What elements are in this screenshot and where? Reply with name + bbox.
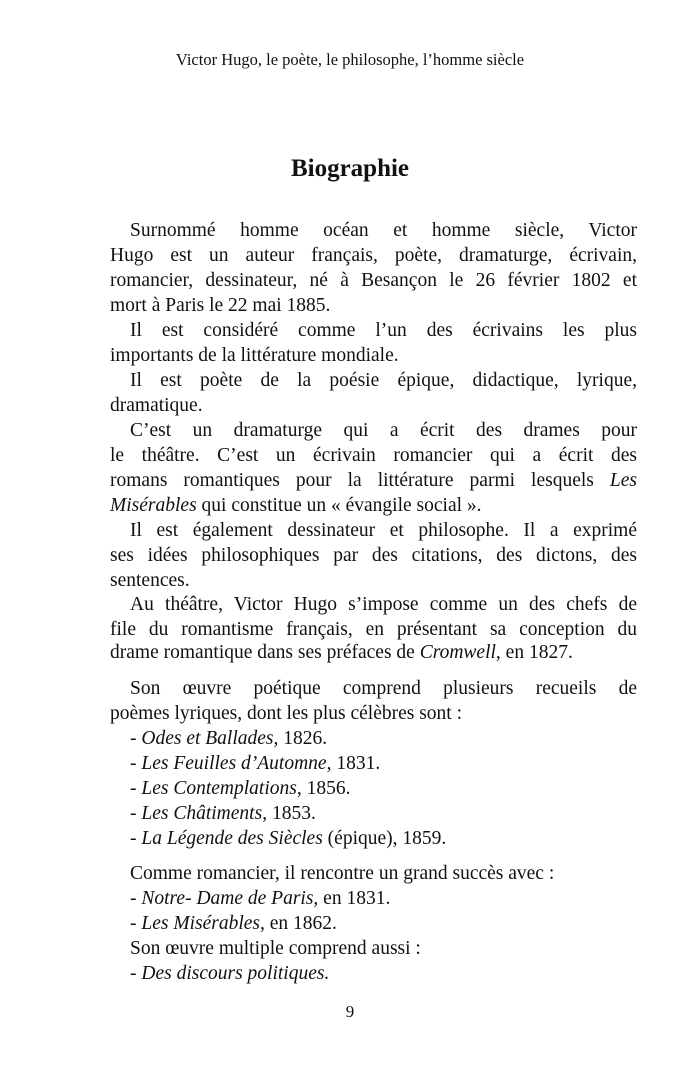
list-item: - Les Contemplations, 1856.: [130, 778, 351, 799]
text-line: romans romantiques pour la littérature parmi lesquels Les: [110, 470, 637, 491]
list-item: - Odes et Ballades, 1826.: [130, 728, 328, 749]
text-line: file du romantisme français, en présentant sa conception du: [110, 619, 637, 640]
text-line: C’est un dramaturge qui a écrit des drames pour: [130, 420, 637, 441]
text-line: Au théâtre, Victor Hugo s’impose comme un des chefs de: [130, 594, 637, 615]
book-title: Les: [609, 470, 637, 491]
text-line: poèmes lyriques, dont les plus célèbres sont :: [110, 703, 463, 724]
list-item: - Les Misérables, en 1862.: [130, 913, 337, 934]
text-line: le théâtre. C’est un écrivain romancier qui a écrit des: [110, 445, 637, 466]
book-title: Misérables: [110, 495, 197, 516]
text-line: Hugo est un auteur français, poète, dramaturge, écrivain,: [110, 245, 637, 266]
page-number: 9: [345, 1002, 355, 1021]
list-item: - Les Châtiments, 1853.: [130, 803, 316, 824]
text-line: sentences.: [110, 570, 190, 591]
text-line: importants de la littérature mondiale.: [110, 345, 399, 366]
text-line: Il est considéré comme l’un des écrivains les plus: [130, 320, 637, 341]
list-item: - Les Feuilles d’Automne, 1831.: [130, 753, 381, 774]
text-line: Misérables qui constitue un « évangile social ».: [110, 495, 482, 516]
text-line: Surnommé homme océan et homme siècle, Victor: [130, 220, 637, 241]
text-line: mort à Paris le 22 mai 1885.: [110, 295, 331, 316]
list-item: - La Légende des Siècles (épique), 1859.: [130, 828, 447, 849]
text-line: dramatique.: [110, 395, 203, 416]
text-line: Son œuvre multiple comprend aussi :: [130, 938, 421, 959]
text-line: Il est également dessinateur et philosophe. Il a exprimé: [130, 520, 637, 541]
text-line: Comme romancier, il rencontre un grand succès avec :: [130, 863, 555, 884]
text-line: Il est poète de la poésie épique, didactique, lyrique,: [130, 370, 637, 391]
list-item: - Notre- Dame de Paris, en 1831.: [130, 888, 391, 909]
text-line: drame romantique dans ses préfaces de Cromwell, en 1827.: [110, 642, 573, 663]
running-header: Victor Hugo, le poète, le philosophe, l’homme siècle: [175, 50, 525, 69]
text-line: Son œuvre poétique comprend plusieurs recueils de: [130, 678, 637, 699]
text-line: romancier, dessinateur, né à Besançon le 26 février 1802 et: [110, 270, 637, 291]
page-title: Biographie: [290, 155, 410, 182]
text-line: ses idées philosophiques par des citations, des dictons, des: [110, 545, 637, 566]
book-title: Cromwell: [419, 642, 496, 663]
list-item: - Des discours politiques.: [130, 963, 330, 984]
